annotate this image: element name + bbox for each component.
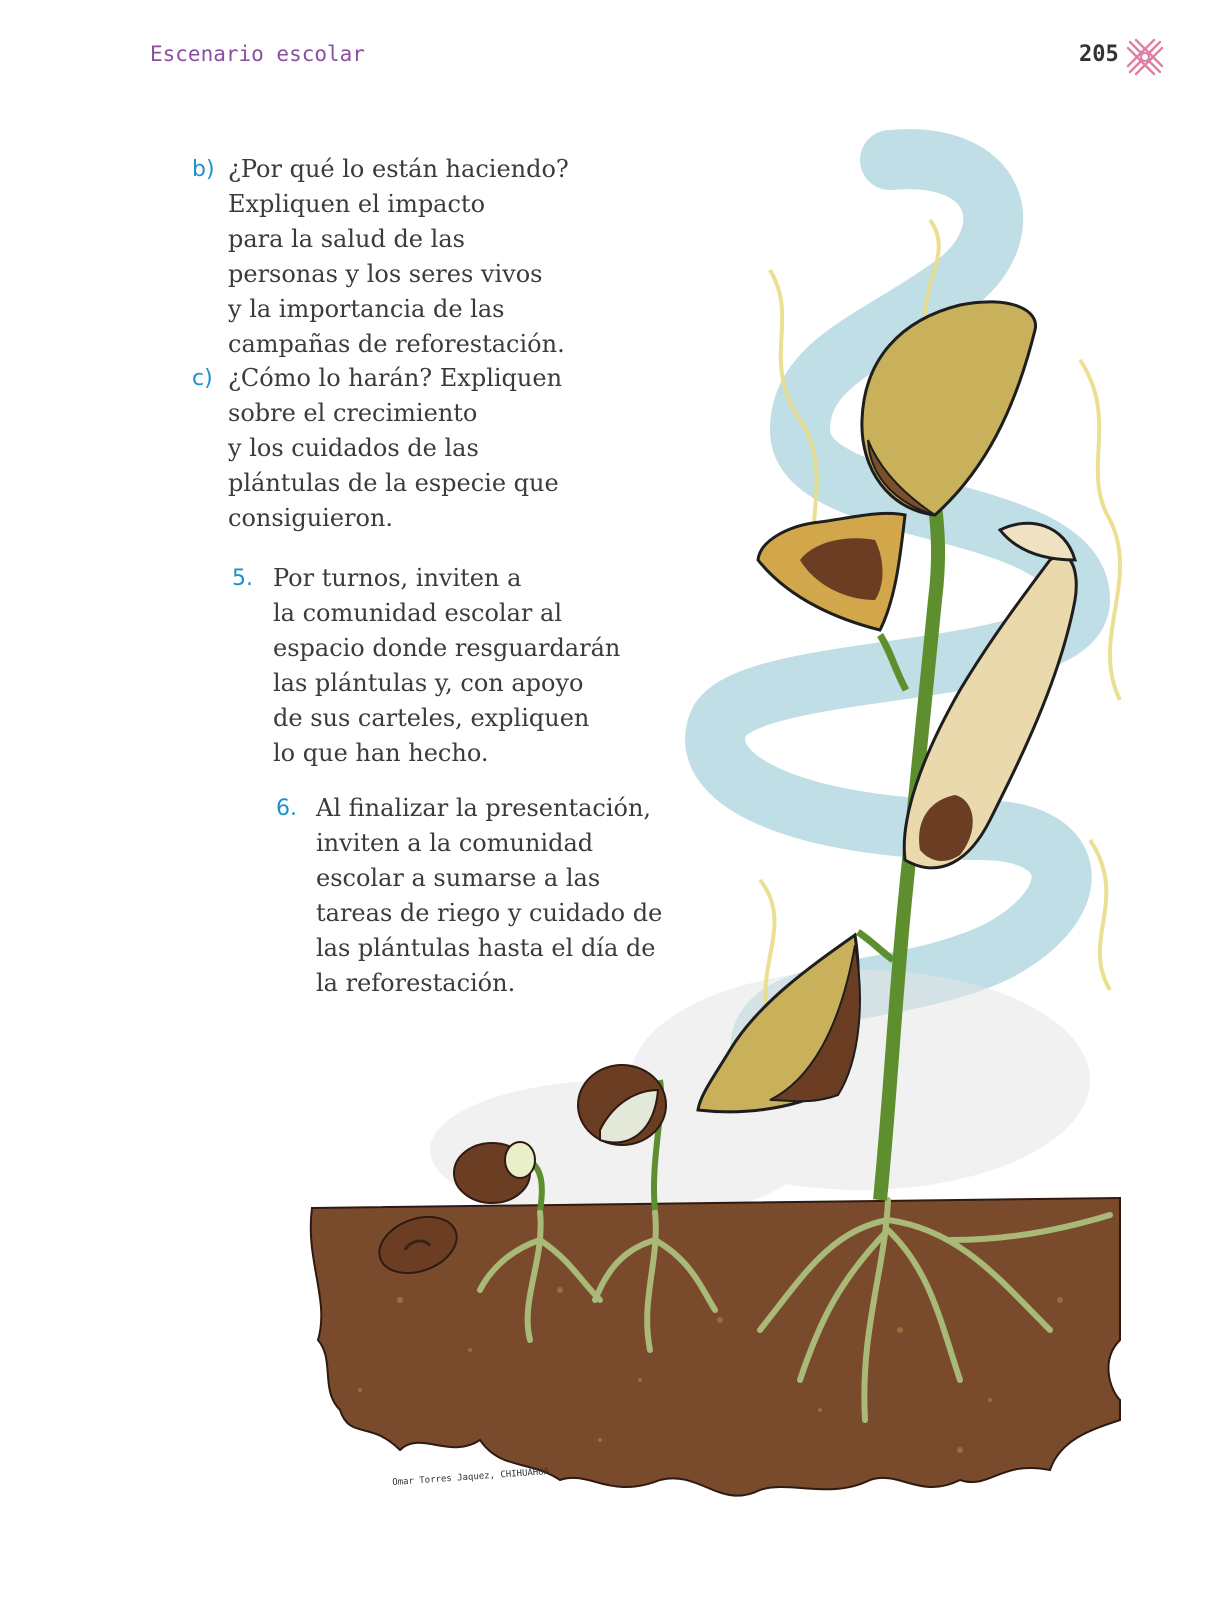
item-line: Al finalizar la presentación,	[316, 794, 652, 822]
item-line: plántulas de la especie que	[228, 469, 559, 497]
item-line: tareas de riego y cuidado de	[316, 899, 663, 927]
item-line: las plántulas y, con apoyo	[273, 669, 584, 697]
item-marker: 6.	[276, 796, 297, 821]
item-line: de sus carteles, expliquen	[273, 704, 590, 732]
item-line: inviten a la comunidad	[316, 829, 594, 857]
illustration-credit: Omar Torres Jaquez, CHIHUAHUA	[392, 1467, 550, 1488]
item-line: espacio donde resguardarán	[273, 634, 621, 662]
item-line: campañas de reforestación.	[228, 330, 565, 358]
item-line: ¿Cómo lo harán? Expliquen	[228, 364, 563, 392]
item-line: lo que han hecho.	[273, 739, 489, 767]
item-line: consiguieron.	[228, 504, 394, 532]
item-marker: 5.	[232, 566, 253, 591]
item-line: las plántulas hasta el día de	[316, 934, 656, 962]
item-line: y los cuidados de las	[228, 434, 479, 462]
item-line: ¿Por qué lo están haciendo?	[228, 155, 569, 183]
item-line: Por turnos, inviten a	[273, 564, 522, 592]
item-line: para la salud de las	[228, 225, 465, 253]
item-line: escolar a sumarse a las	[316, 864, 601, 892]
section-title: Escenario escolar	[150, 42, 365, 66]
item-line: Expliquen el impacto	[228, 190, 486, 218]
item-line: personas y los seres vivos	[228, 260, 543, 288]
item-line: la comunidad escolar al	[273, 599, 562, 627]
item-line: y la importancia de las	[228, 295, 505, 323]
item-line: la reforestación.	[316, 969, 516, 997]
item-line: sobre el crecimiento	[228, 399, 478, 427]
item-marker: c)	[192, 366, 213, 391]
page-number: 205	[1079, 42, 1119, 67]
item-marker: b)	[192, 157, 215, 182]
